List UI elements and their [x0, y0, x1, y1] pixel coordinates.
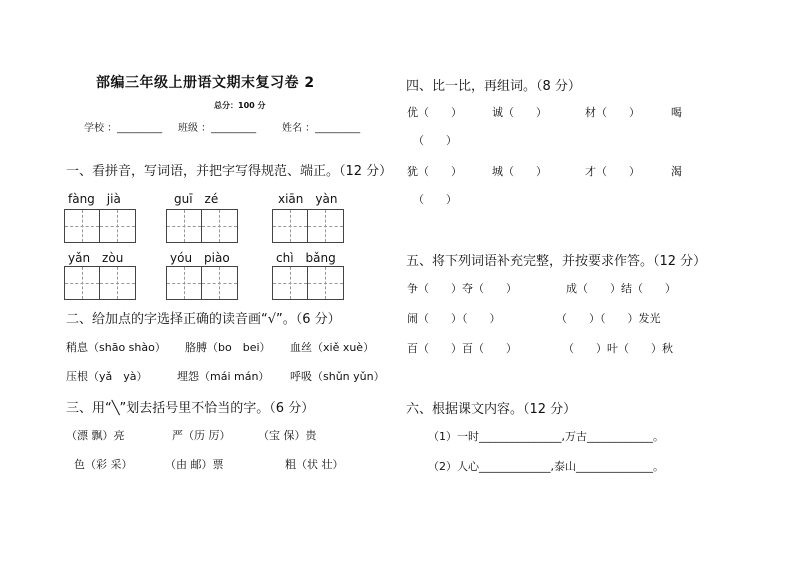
reading-item[interactable]: 血丝（xiě xuè） [290, 341, 375, 354]
choice-item[interactable]: （由 邮）票 [165, 458, 224, 471]
compare-item[interactable]: 渴 [671, 165, 682, 178]
pinyin-2-3: chì bǎng [276, 251, 336, 265]
idiom-item[interactable]: 闹（ ）（ ） [407, 312, 501, 325]
writing-grid-1[interactable] [64, 209, 136, 243]
reading-item[interactable]: 呼吸（shǔn yǔn） [290, 370, 385, 383]
page-title: 部编三年级上册语文期末复习卷 2 [96, 75, 315, 91]
idiom-item[interactable]: 百（ ）百（ ） [407, 342, 517, 355]
pinyin-1-2: guī zé [174, 192, 219, 206]
choice-item[interactable]: （漂 飘）亮 [66, 429, 125, 442]
fill-line-1[interactable]: （1）一时_______________,万古____________。 [428, 430, 664, 443]
reading-item[interactable]: 压根（yǎ yà） [66, 370, 148, 383]
compare-item[interactable]: 喝 [671, 106, 682, 119]
choice-item[interactable]: 严（历 厉） [172, 429, 231, 442]
compare-item[interactable]: 城（ ） [492, 165, 547, 178]
fill-line-2[interactable]: （2）人心_____________,泰山______________。 [428, 460, 664, 473]
compare-item[interactable]: 犹（ ） [407, 165, 462, 178]
section-4-title: 四、比一比，再组词。（8 分） [406, 79, 581, 94]
school-field: 学校 ：_________ [84, 123, 163, 134]
section-2-title: 二、给加点的字选择正确的读音画“√”。（6 分） [66, 312, 341, 327]
idiom-item[interactable]: 成（ ）结（ ） [566, 282, 676, 295]
writing-grid-5[interactable] [166, 266, 238, 300]
section-5-title: 五、将下列词语补充完整，并按要求作答。（12 分） [406, 254, 707, 269]
pinyin-2-2: yóu piào [170, 251, 230, 265]
class-field: 班级 ：_________ [178, 123, 257, 134]
name-field: 姓名 ：_________ [282, 123, 361, 134]
idiom-item[interactable]: （ ）（ ）发光 [556, 312, 661, 325]
total-score: 总分：100 分 [214, 101, 266, 110]
reading-item[interactable]: 稍息（shāo shào） [66, 341, 166, 354]
compare-item[interactable]: 优（ ） [407, 106, 462, 119]
idiom-item[interactable]: 争（ ）夺（ ） [407, 282, 517, 295]
section-6-title: 六、根据课文内容。（12 分） [406, 402, 577, 417]
choice-item[interactable]: 色（彩 采） [74, 458, 133, 471]
choice-item[interactable]: （宝 保）贵 [258, 429, 317, 442]
choice-item[interactable]: 粗（状 壮） [285, 458, 344, 471]
compare-item[interactable]: 才（ ） [585, 165, 640, 178]
writing-grid-3[interactable] [272, 209, 344, 243]
pinyin-2-1: yǎn zòu [68, 251, 124, 265]
pinyin-1-3: xiān yàn [278, 192, 338, 206]
writing-grid-6[interactable] [272, 266, 344, 300]
compare-item[interactable]: （ ） [413, 134, 457, 147]
reading-item[interactable]: 胳膊（bo bei） [185, 341, 271, 354]
section-3-title: 三、用“╲”划去括号里不恰当的字。（6 分） [66, 401, 315, 416]
writing-grid-2[interactable] [166, 209, 238, 243]
compare-item[interactable]: 材（ ） [585, 106, 640, 119]
pinyin-1-1: fàng jià [68, 192, 121, 206]
section-1-title: 一、看拼音，写词语，并把字写得规范、端正。（12 分） [66, 164, 393, 179]
compare-item[interactable]: （ ） [413, 193, 457, 206]
compare-item[interactable]: 诚（ ） [492, 106, 547, 119]
writing-grid-4[interactable] [64, 266, 136, 300]
idiom-item[interactable]: （ ）叶（ ）秋 [563, 342, 673, 355]
reading-item[interactable]: 埋怨（mái mán） [177, 370, 270, 383]
